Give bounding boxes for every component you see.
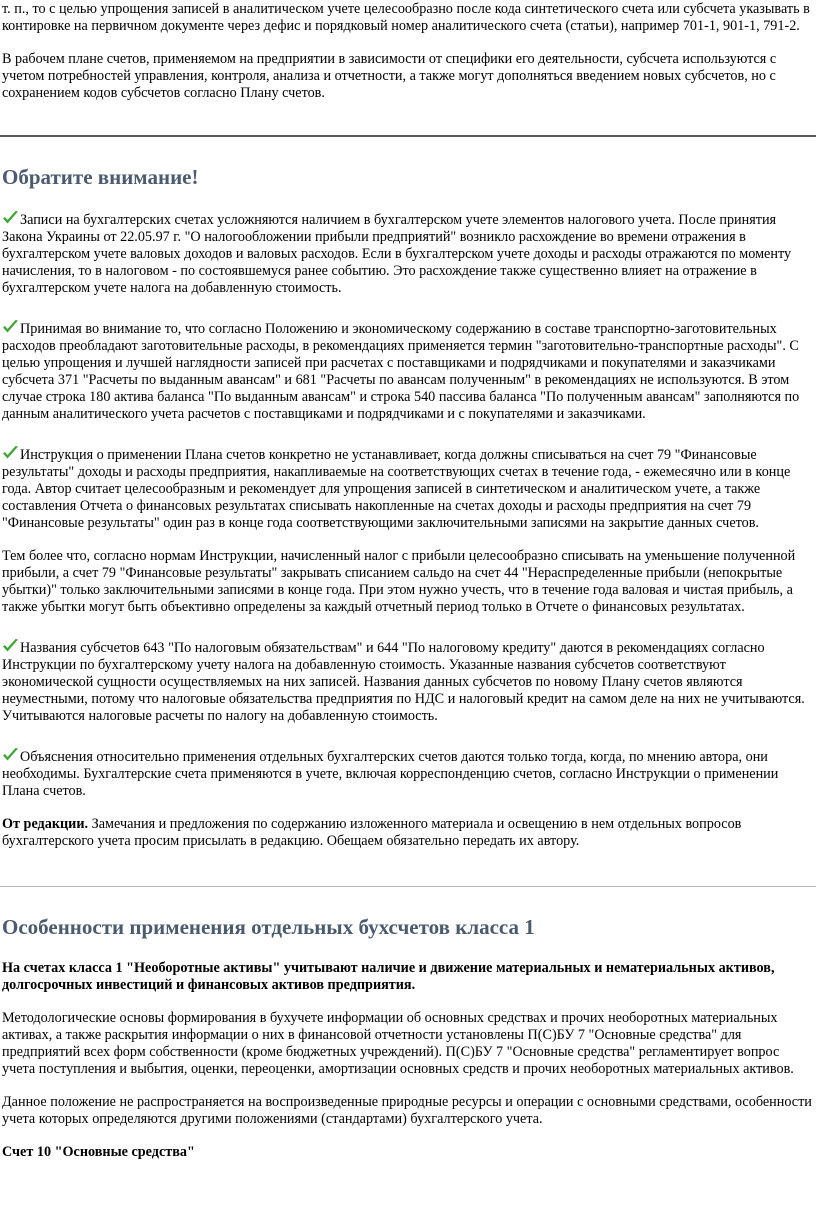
attention-item-text: Записи на бухгалтерских счетах усложняются наличием в бухгалтерском учете элементов налогового учета. После принятия Закона Украины от 22.05.97 г. "О налогообложении прибыли предприятий" возникло расхождение во времени отражения в бухгалтерском учете валовых доходов и валовых расходов. Если в бухгалтерском учете доходы и расходы отражаются по моменту начисления, то в налоговом - по состоявшемуся ранее событию. Это расхождение также существенно влияет на отражение в бухгалтерском учете налога на добавленную стоимость. [2,212,792,296]
class1-lead [2,960,814,994]
class1-paragraph-2: Данное положение не распространяется на воспроизведенные природные ресурсы и операции с основными средствами, особенности учета которых определяются другими положениями (стандартами) бухгалтерского учета. [2,1094,812,1127]
editorial-text: Замечания и предложения по содержанию изложенного материала и освещению в нем отдельных вопросов бухгалтерского учета просим присылать в редакцию. Обещаем обязательно передать их автору. [2,816,742,849]
attention-item [2,210,814,297]
check-mark-icon [2,210,19,225]
section-divider [0,886,816,887]
attention-item-text: Инструкция о применении Плана счетов конкретно не устанавливает, когда должны списываться на счет 79 "Финансовые результаты" доходы и расходы предприятия, накапливаемые на соответствующих счетах в течение года, - ежемесячно или в конце года. Автор считает целесообразным и рекомендует для упрощения записей в синтетическом и аналитическом учете, а также составления Отчета о финансовых результатах списывать накопленные на счетах доходы и расходы предприятия на счет 79 "Финансовые результаты" один раз в конце года соответствующими заключительными записями на закрытие данных счетов. [2,447,791,531]
class1-lead-text: На счетах класса 1 "Необоротные активы" учитывают наличие и движение материальных и нематериальных активов, долгосрочных инвестиций и финансовых активов предприятия. [2,960,775,993]
editorial-note [2,816,814,850]
check-mark-icon [2,638,19,653]
class1-paragraph-1: Методологические основы формирования в бухучете информации об основных средствах и прочих необоротных материальных активах, а также раскрытия информации о них в финансовой отчетности установлены П(С)БУ 7 "Основные средства" для предприятий всех форм собственности (кроме бюджетных учреждений). П(С)БУ 7 "Основные средства" регламентирует вопрос учета поступления и выбытия, оценки, переоценки, амортизации основных средств и прочих необоротных материальных активов. [2,1010,794,1077]
check-mark-icon [2,319,19,334]
attention-heading: Обратите внимание! [2,165,199,189]
class1-subheading [2,1144,814,1161]
class1-heading: Особенности применения отдельных бухсчетов класса 1 [2,915,535,939]
attention-plain-paragraph: Тем более что, согласно нормам Инструкции, начисленный налог с прибыли целесообразно списывать на уменьшение полученной прибыли, а счет 79 "Финансовые результаты" закрывать списанием сальдо на счет 44 "Нераспределенные прибыли (непокрытые убытки)" только заключительными записями в конце года. При этом нужно учесть, что в течение года валовая и чистая прибыль, а также убытки могут быть объективно определены за каждый отчетный период только в Отчете о финансовых результатах. [2,548,796,615]
attention-item [2,319,814,423]
attention-item-text: Принимая во внимание то, что согласно Положению и экономическому содержанию в составе транспортно-заготовительных расходов преобладают заготовительные расходы, в рекомендациях применяется термин "заготовительно-транспортные расходы". С целью упрощения и лучшей наглядности записей при расчетах с поставщиками и подрядчиками и покупателями и заказчиками субсчета 371 "Расчеты по выданным авансам" и 681 "Расчеты по авансам полученным" в рекомендациях не используются. В этом случае строка 180 актива баланса "По выданным авансам" и строка 540 пассива баланса "По полученным авансам" заполняются по данным аналитического учета расчетов с поставщиками и подрядчиками и с покупателями и заказчиками. [2,321,800,422]
attention-item-text: Объяснения относительно применения отдельных бухгалтерских счетов даются только тогда, когда, по мнению автора, они необходимы. Бухгалтерские счета применяются в учете, включая корреспонденцию счетов, согласно Инструкции о применении Плана счетов. [2,749,779,799]
editorial-label: От редакции. [2,816,89,832]
document-page [0,1,814,1161]
attention-item [2,638,814,725]
section-divider [0,135,816,137]
check-mark-icon [2,445,19,460]
attention-item-text: Названия субсчетов 643 "По налоговым обязательствам" и 644 "По налоговому кредиту" даются в рекомендациях согласно Инструкции по бухгалтерскому учету налога на добавленную стоимость. Указанные названия субсчетов соответствуют экономической сущности осуществляемых на них записей. Названия данных субсчетов по новому Плану счетов являются неуместными, потому что налоговые обязательства предприятия по НДС и налоговый кредит на самом деле на них не учитываются. Учитываются налоговые расчеты по налогу на добавленную стоимость. [2,640,805,724]
class1-subheading-text: Счет 10 "Основные средства" [2,1144,195,1160]
attention-item [2,445,814,532]
attention-item [2,747,814,800]
check-mark-icon [2,747,19,762]
intro-paragraph-1: т. п., то с целью упрощения записей в аналитическом учете целесообразно после кода синтетического счета или субсчета указывать в контировке на первичном документе через дефис и порядковый номер аналитического счета (статьи), например 701-1, 901-1, 791-2. [2,1,810,34]
intro-paragraph-2: В рабочем плане счетов, применяемом на предприятии в зависимости от специфики его деятельности, субсчета используются с учетом потребностей управления, контроля, анализа и отчетности, а также могут дополняться введением новых субсчетов, но с сохранением кодов субсчетов согласно Плану счетов. [2,51,777,101]
